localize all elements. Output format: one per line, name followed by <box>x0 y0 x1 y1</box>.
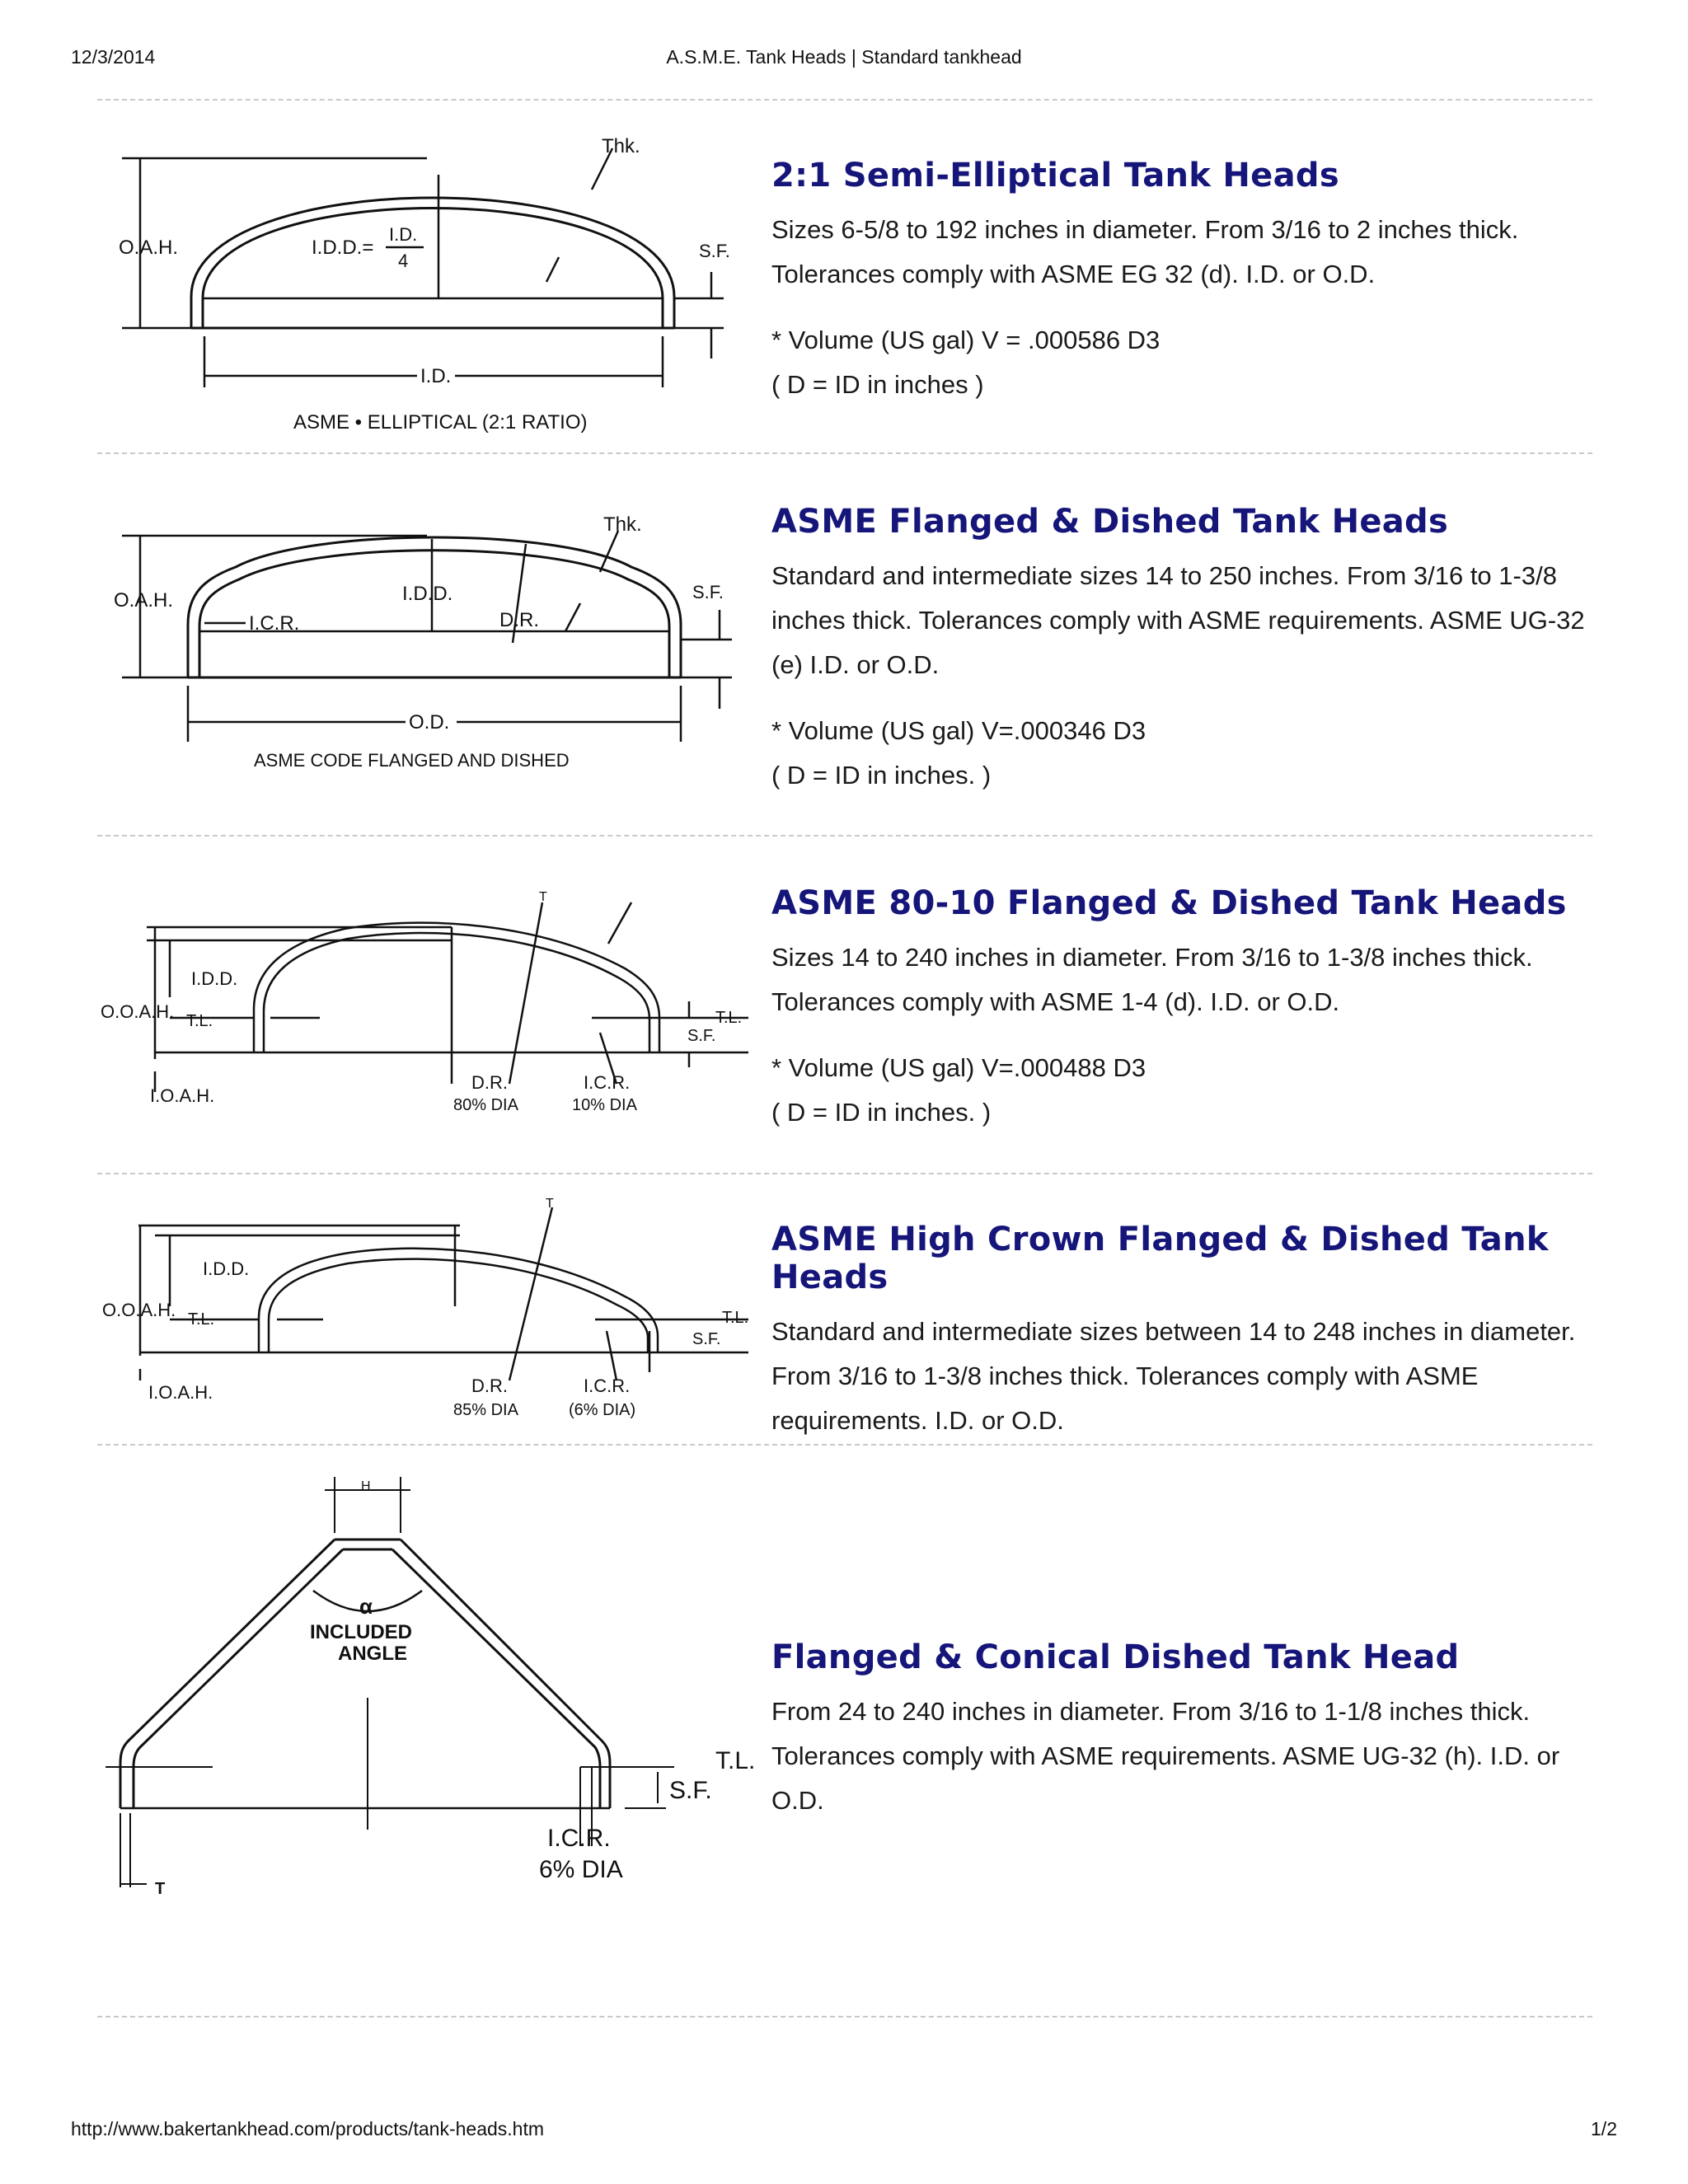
dr-pct-label: 80% DIA <box>453 1096 518 1114</box>
ooah-label: O.O.A.H. <box>102 1300 176 1320</box>
icr-label: I.C.R. <box>249 612 300 635</box>
dr-label: D.R. <box>499 609 539 631</box>
section-title: Flanged & Conical Dished Tank Head <box>771 1638 1460 1676</box>
tl-right-label: T.L. <box>715 1009 743 1027</box>
conical-diagram <box>97 1459 757 1904</box>
print-title: A.S.M.E. Tank Heads | Standard tankhead <box>666 46 1022 68</box>
formula-note: ( D = ID in inches ) <box>771 370 984 399</box>
divider <box>97 99 1592 101</box>
included-label: INCLUDED <box>310 1621 412 1643</box>
print-url: http://www.bakertankhead.com/products/tank-heads.htm <box>71 2118 545 2139</box>
dr-label: D.R. <box>471 1072 508 1093</box>
section-description: Standard and intermediate sizes 14 to 250 inches. From 3/16 to 1-3/8 inches thick. Tolerances comply with ASME requirements. ASME UG-32 (e) I.D. or O.D. <box>771 561 1585 679</box>
dr-pct-label: 85% DIA <box>453 1401 518 1419</box>
dr-label: D.R. <box>471 1376 508 1396</box>
angle-label: ANGLE <box>338 1643 407 1665</box>
icr-label: I.C.R. <box>584 1376 631 1396</box>
divider <box>97 835 1592 837</box>
section-title: ASME High Crown Flanged & Dished Tank Heads <box>771 1221 1549 1296</box>
idd-fraction-den: 4 <box>398 251 409 271</box>
tl-left-label: T.L. <box>188 1310 215 1329</box>
section-title: ASME 80-10 Flanged & Dished Tank Heads <box>771 884 1567 922</box>
80-10-diagram <box>97 845 757 1117</box>
divider <box>97 2016 1592 2018</box>
divider <box>97 452 1592 454</box>
diagram-caption: ASME • ELLIPTICAL (2:1 RATIO) <box>293 411 588 434</box>
t-label: T <box>155 1880 166 1898</box>
high-crown-diagram <box>97 1183 757 1430</box>
print-date: 12/3/2014 <box>71 46 156 68</box>
idd-label: I.D.D. <box>191 968 238 989</box>
volume-formula: * Volume (US gal) V = .000586 D3 <box>771 326 1160 354</box>
icr-label: I.C.R. <box>584 1072 631 1093</box>
tl-left-label: T.L. <box>186 1012 213 1030</box>
tl-right-label: T.L. <box>722 1309 749 1327</box>
section-title: 2:1 Semi-Elliptical Tank Heads <box>771 157 1339 194</box>
idd-fraction-num: I.D. <box>389 224 418 245</box>
sf-label: S.F. <box>692 1330 721 1348</box>
section-text <box>771 884 1596 1135</box>
sf-label: S.F. <box>687 1027 716 1045</box>
thk-label: Thk. <box>603 513 642 536</box>
section-description: From 24 to 240 inches in diameter. From 3/16 to 1-1/8 inches thick. Tolerances comply with ASME requirements. ASME UG-32 (h). I.D. or O.D. <box>771 1697 1560 1815</box>
icr-label: I.C.R. <box>547 1825 611 1852</box>
section-description: Standard and intermediate sizes between 14 to 248 inches in diameter. From 3/16 to 1-3/8 inches thick. Tolerances comply with ASME requirements. I.D. or O.D. <box>771 1317 1576 1435</box>
flanged-dished-diagram <box>97 462 757 791</box>
divider <box>97 1444 1592 1446</box>
section-text <box>771 503 1596 798</box>
diagram-caption: ASME CODE FLANGED AND DISHED <box>254 750 570 771</box>
volume-formula: * Volume (US gal) V=.000488 D3 <box>771 1053 1146 1082</box>
section-text <box>771 157 1596 407</box>
section-text <box>771 1221 1596 1443</box>
icr-pct-label: (6% DIA) <box>569 1401 636 1419</box>
alpha-label: α <box>359 1594 373 1619</box>
ooah-label: O.O.A.H. <box>101 1001 175 1022</box>
od-label: O.D. <box>409 711 450 733</box>
h-label: H <box>361 1479 371 1493</box>
section-title: ASME Flanged & Dished Tank Heads <box>771 503 1449 541</box>
volume-formula: * Volume (US gal) V=.000346 D3 <box>771 716 1146 745</box>
t-label: T <box>539 890 547 904</box>
idd-label: I.D.D.= <box>312 237 374 259</box>
icr-pct-label: 10% DIA <box>572 1096 637 1114</box>
ioah-label: I.O.A.H. <box>150 1085 215 1106</box>
ioah-label: I.O.A.H. <box>148 1382 213 1403</box>
semi-elliptical-diagram <box>97 115 757 445</box>
page-number: 1/2 <box>1591 2118 1617 2139</box>
icr-pct-label: 6% DIA <box>539 1856 623 1883</box>
id-label: I.D. <box>420 365 452 387</box>
section-text <box>771 1638 1596 1823</box>
oah-label: O.A.H. <box>114 589 174 612</box>
oah-label: O.A.H. <box>119 237 179 259</box>
sf-label: S.F. <box>699 241 730 261</box>
formula-note: ( D = ID in inches. ) <box>771 1098 992 1127</box>
formula-note: ( D = ID in inches. ) <box>771 761 992 790</box>
divider <box>97 1173 1592 1174</box>
t-label: T <box>546 1197 554 1211</box>
tl-label: T.L. <box>715 1747 756 1774</box>
section-description: Sizes 6-5/8 to 192 inches in diameter. From 3/16 to 2 inches thick. Tolerances comply with ASME EG 32 (d). I.D. or O.D. <box>771 215 1519 288</box>
section-description: Sizes 14 to 240 inches in diameter. From 3/16 to 1-3/8 inches thick. Tolerances comply with ASME 1-4 (d). I.D. or O.D. <box>771 943 1533 1016</box>
idd-label: I.D.D. <box>203 1258 250 1279</box>
sf-label: S.F. <box>692 582 724 602</box>
sf-label: S.F. <box>669 1777 712 1804</box>
idd-label: I.D.D. <box>402 583 453 605</box>
thk-label: Thk. <box>602 135 640 157</box>
